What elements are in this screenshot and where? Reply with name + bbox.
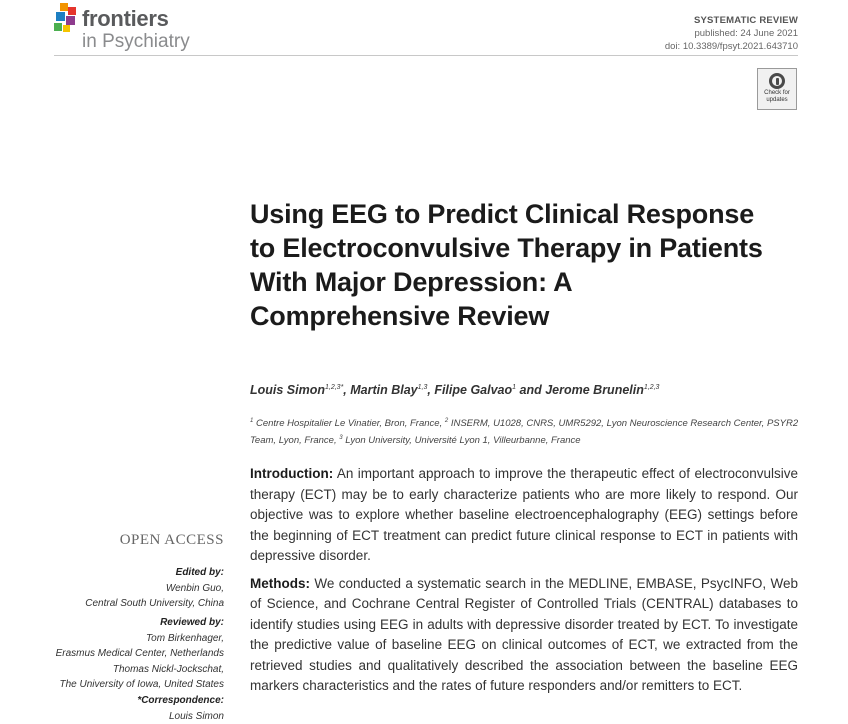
author-name[interactable]: Filipe Galvao: [434, 383, 513, 397]
journal-logo[interactable]: [82, 8, 190, 51]
affiliation-text: INSERM, U1028, CNRS, UMR5292, Lyon Neuroscience Research Center, PSYR2 Team, Lyon, France,: [250, 418, 799, 447]
check-updates-label-2: updates: [766, 96, 788, 103]
methods-label: Methods:: [250, 575, 310, 591]
open-access-label: OPEN ACCESS: [119, 532, 224, 548]
author-separator: ,: [427, 383, 435, 397]
methods-text: We conducted a systematic search in the MEDLINE, EMBASE, PsycINFO, Web of Science, and Cochrane Central Register of Controlled Trials (CENTRAL) databases to identify studies using EEG in adults with depressive disorder treated by ECT. To investigate the predictive value of baseline EEG on clinical outcomes of ECT, we extracted from the retrieved studies and qualitatively described the association between the baseline EEG markers characteristics and the rates of future responders and/or remitters to ECT.: [250, 575, 798, 693]
abstract: [250, 464, 798, 704]
edited-by-label: Edited by:: [175, 567, 224, 578]
affiliation-number: 3: [339, 435, 343, 442]
correspondence-label: *Correspondence:: [137, 695, 224, 706]
article-title: Using EEG to Predict Clinical Response to Electroconvulsive Therapy in Patients With Major Depression: A Comprehensive Review: [250, 199, 763, 331]
reviewers-block: [56, 615, 224, 693]
author-name[interactable]: Jerome Brunelin: [545, 383, 644, 397]
journal-name: in Psychiatry: [82, 31, 190, 52]
check-for-updates-button[interactable]: [757, 68, 797, 110]
author-affiliation-marker: 1,2,3*: [325, 383, 344, 391]
author-list: [250, 383, 810, 397]
author-affiliation-marker: 1: [512, 383, 517, 391]
author-affiliation-marker: 1,3: [417, 383, 428, 391]
published-date: published: 24 June 2021: [694, 28, 798, 39]
editor-affiliation: Central South University, China: [85, 598, 224, 609]
author-name[interactable]: Martin Blay: [350, 383, 418, 397]
doi-link[interactable]: doi: 10.3389/fpsyt.2021.643710: [664, 41, 798, 52]
affiliation-text: Centre Hospitalier Le Vinatier, Bron, France,: [253, 418, 445, 430]
editor-name[interactable]: Wenbin Guo,: [165, 582, 224, 594]
editor-block: [85, 565, 224, 612]
author-affiliation-marker: 1,2,3: [643, 383, 660, 391]
brand-name: frontiers: [82, 6, 169, 31]
correspondence-block: [137, 693, 224, 724]
author-separator: and: [516, 383, 546, 397]
correspondent-name[interactable]: Louis Simon: [168, 710, 224, 722]
intro-text: An important approach to improve the therapeutic effect of electroconvulsive therapy (ECT) may be to early characterize patients who are more likely to respond. Our objective was to explore whether baseline electroencephalography (EEG) settings before the beginning of ECT treatment can predict future clinical response to ECT in patients with depressive disorder.: [250, 466, 798, 563]
affiliation-text: Lyon University, Université Lyon 1, Villeurbanne, France: [342, 435, 581, 447]
reviewer-name[interactable]: Thomas Nickl-Jockschat,: [112, 663, 224, 675]
article-meta: [665, 14, 798, 53]
reviewed-by-label: Reviewed by:: [160, 617, 224, 628]
abstract-introduction: [250, 464, 798, 567]
check-updates-label-1: Check for: [764, 90, 790, 96]
abstract-methods: [250, 574, 798, 697]
header-divider: [54, 55, 798, 56]
reviewer-name[interactable]: Tom Birkenhager,: [145, 632, 224, 644]
intro-label: Introduction:: [250, 466, 334, 481]
author-separator: ,: [343, 383, 351, 397]
article-type: SYSTEMATIC REVIEW: [693, 15, 798, 26]
reviewer-affiliation: The University of Iowa, United States: [59, 679, 224, 690]
author-name[interactable]: Louis Simon: [250, 383, 325, 397]
refresh-icon: [769, 73, 785, 89]
affiliation-number: 2: [444, 418, 449, 424]
affiliation-number: 1: [250, 418, 254, 424]
reviewer-affiliation: Erasmus Medical Center, Netherlands: [55, 648, 224, 659]
frontiers-logo-icon[interactable]: [54, 3, 80, 33]
affiliations: [250, 414, 802, 448]
